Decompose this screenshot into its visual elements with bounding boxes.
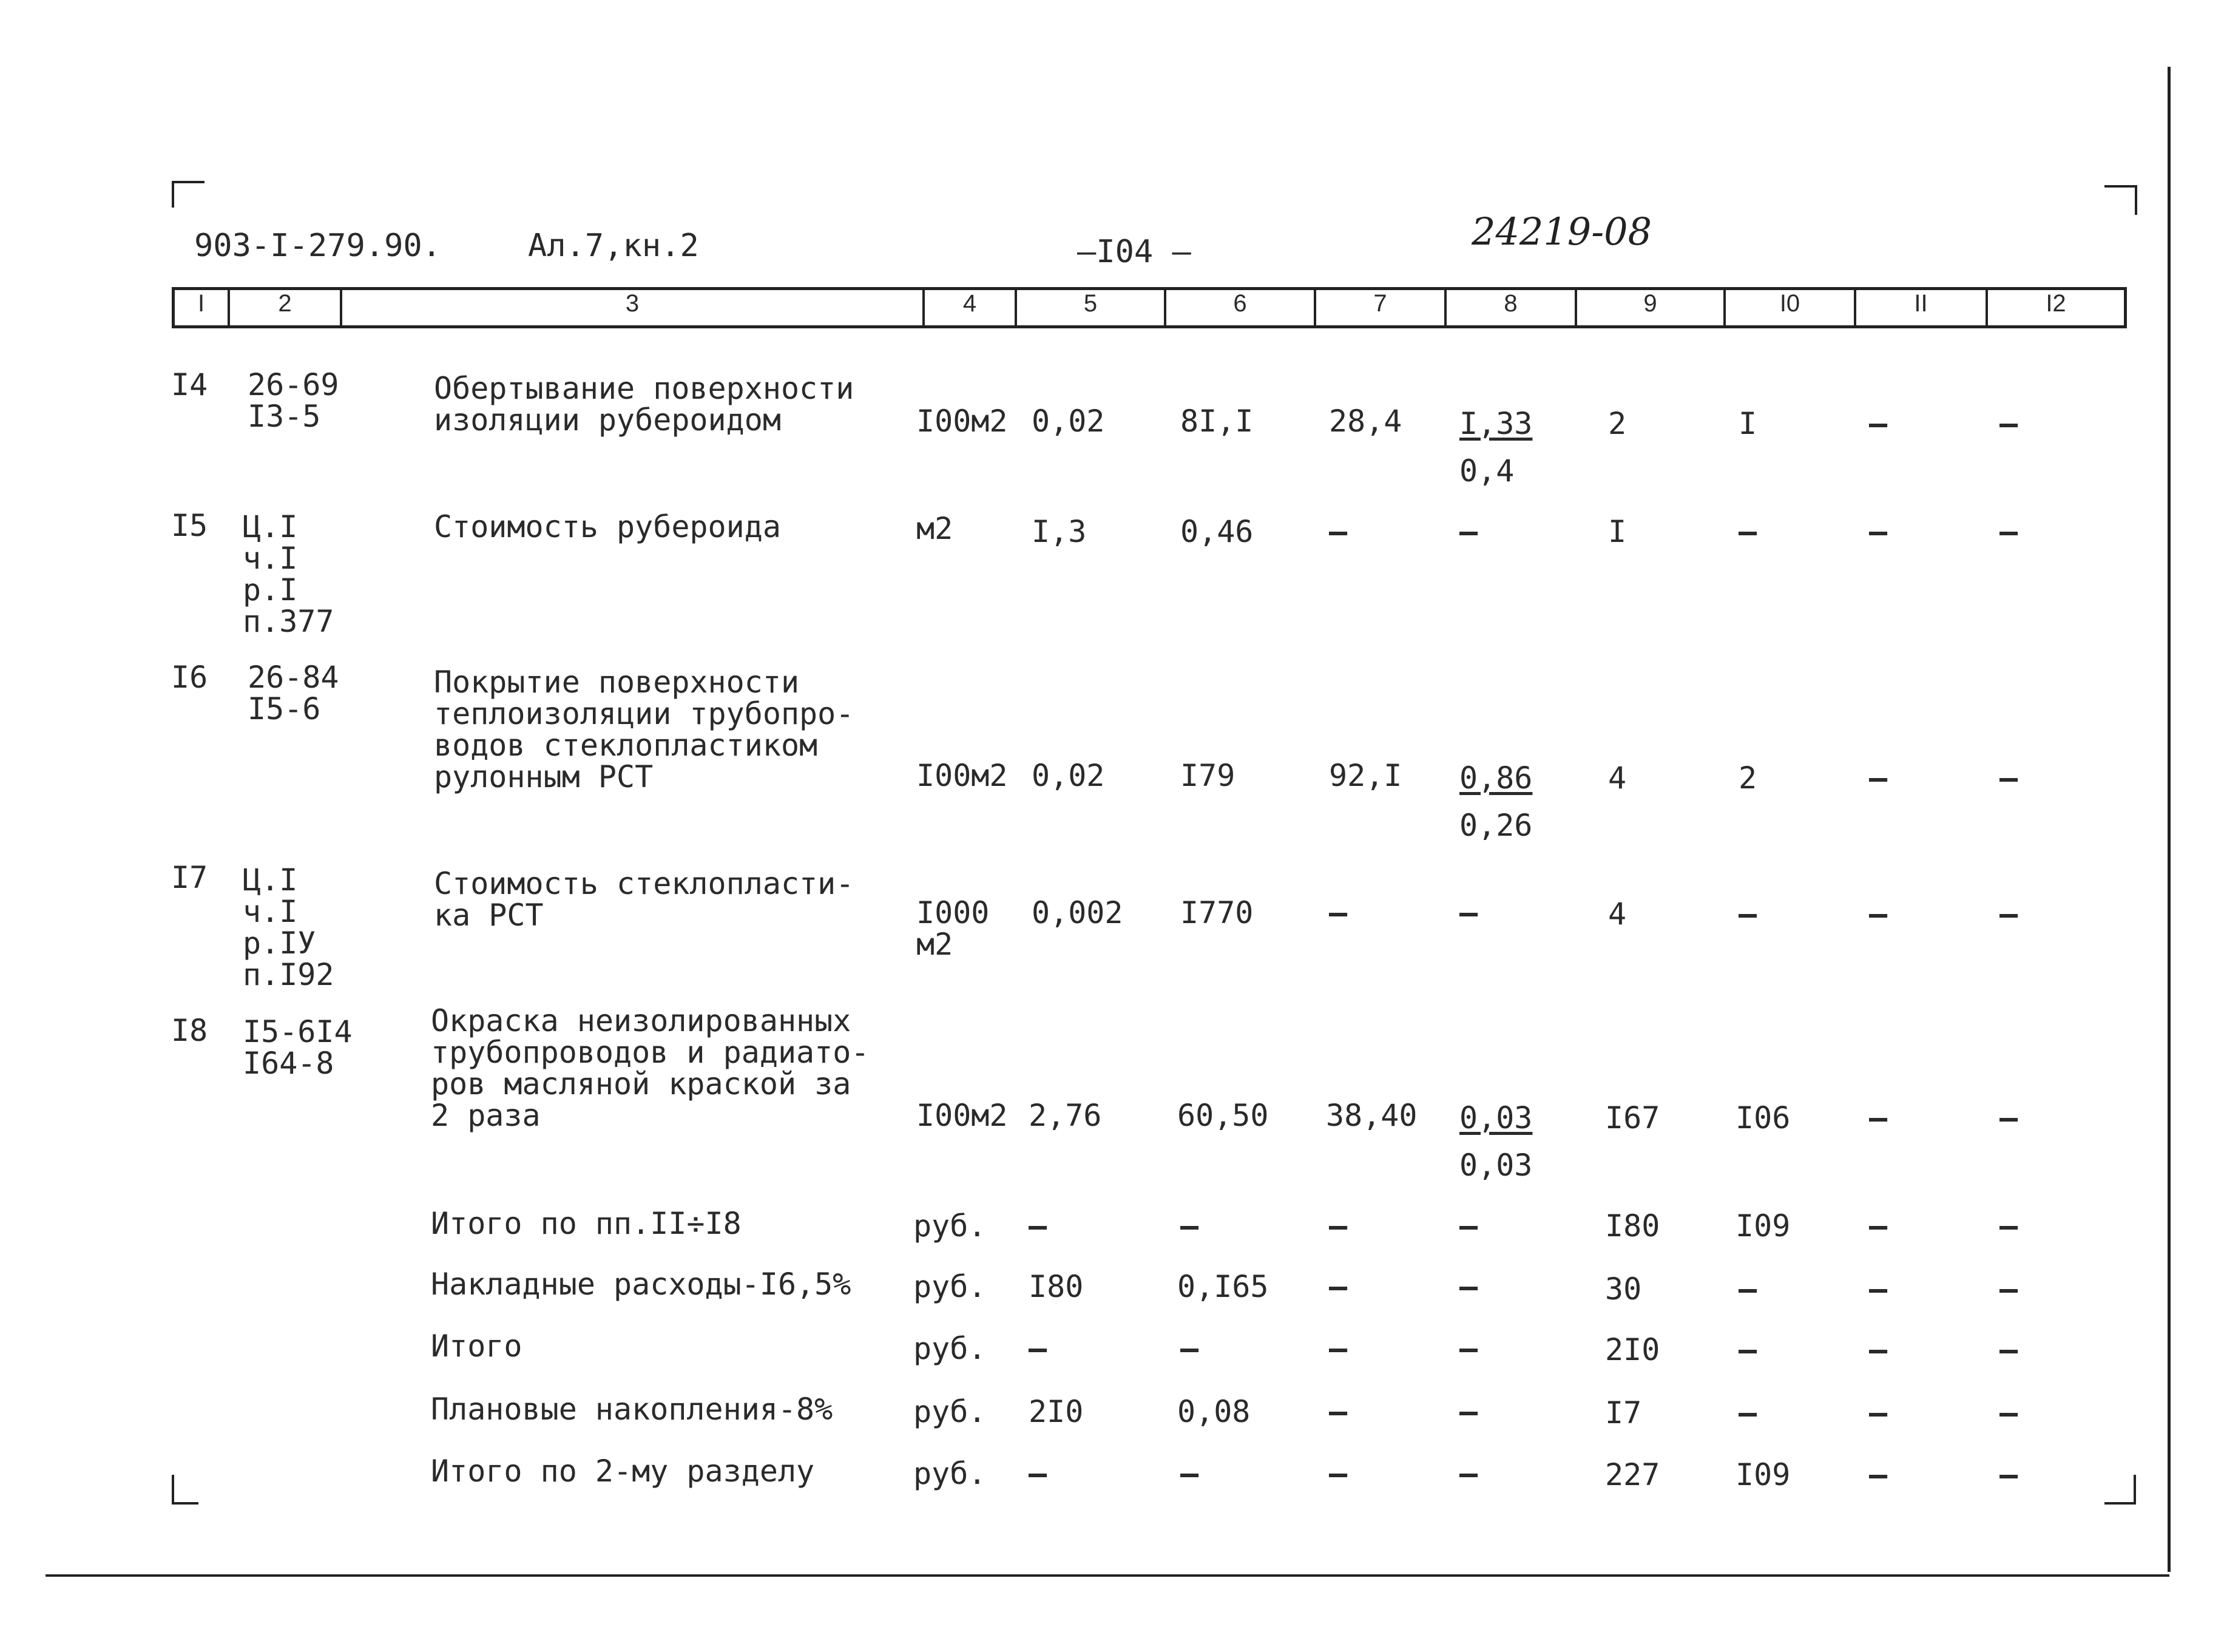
wage-total: I06: [1736, 1100, 1791, 1136]
column-number-3: 3: [625, 290, 640, 317]
wage-per-unit: –: [1329, 514, 1348, 549]
work-name: [434, 373, 854, 436]
wage-total: –: [1739, 896, 1757, 932]
wage-total: –: [1739, 514, 1757, 549]
norm-code-line: р.I: [243, 572, 298, 608]
unit: м2: [916, 511, 953, 546]
wage-per-unit: 38,40: [1326, 1098, 1418, 1133]
work-name-line: теплоизоляции трубопро-: [434, 696, 854, 731]
summary-price: –: [1180, 1456, 1199, 1491]
wage-per-unit: 28,4: [1329, 404, 1402, 439]
norm-code-line: 26-69: [248, 367, 339, 402]
norm-code-line: Ц.I: [243, 509, 298, 544]
summary-wage-total: –: [1739, 1271, 1757, 1307]
col-12-value: –: [1999, 1100, 2018, 1136]
summary-col-11: –: [1869, 1457, 1888, 1492]
unit: [916, 897, 989, 960]
corner-mark-bottom-right: [2104, 1475, 2136, 1505]
summary-mach: –: [1459, 1208, 1478, 1244]
summary-wage: –: [1329, 1331, 1348, 1366]
norm-code-line: I5-6: [248, 691, 321, 726]
summary-col-12: –: [1999, 1457, 2018, 1492]
summary-price: 0,08: [1177, 1394, 1251, 1429]
summary-qty: –: [1029, 1208, 1047, 1244]
total-cost: I67: [1605, 1100, 1660, 1136]
summary-total: 30: [1605, 1271, 1642, 1307]
summary-total: 2I0: [1605, 1332, 1660, 1367]
norm-code-line: I5-6I4: [243, 1014, 353, 1049]
norm-code-line: п.I92: [243, 957, 334, 992]
summary-price: –: [1180, 1208, 1199, 1244]
column-number-4: 4: [962, 290, 977, 317]
unit-price: I79: [1180, 758, 1235, 793]
work-name-line: ка РСТ: [434, 898, 544, 933]
work-name-line: Стоимость стеклопласти-: [434, 866, 854, 901]
norm-code: [243, 511, 334, 637]
work-name-line: водов стеклопластиком: [434, 728, 818, 763]
unit-line: м2: [916, 927, 953, 962]
work-name: [434, 511, 781, 543]
page-number-value: I04: [1096, 234, 1154, 270]
summary-wage-total: I09: [1736, 1457, 1791, 1492]
work-name-line: ров масляной краской за: [431, 1066, 851, 1102]
work-name: [434, 666, 854, 793]
summary-label: Накладные расходы-I6,5%: [431, 1267, 851, 1302]
col-12-value: –: [1999, 760, 2018, 796]
machine-cost-bottom: 0,26: [1459, 808, 1533, 843]
summary-total: I7: [1605, 1395, 1642, 1430]
corner-mark-top-left: [172, 181, 204, 208]
column-number-9: 9: [1643, 290, 1657, 317]
summary-label: Итого по пп.II÷I8: [431, 1206, 742, 1241]
summary-col-11: –: [1869, 1332, 1888, 1367]
norm-code-line: I3-5: [248, 399, 321, 434]
work-name-line: 2 раза: [431, 1098, 541, 1133]
norm-code: [248, 369, 339, 432]
summary-col-12: –: [1999, 1332, 2018, 1367]
work-name-line: Покрытие поверхности: [434, 665, 800, 700]
norm-code-line: ч.I: [243, 894, 298, 929]
summary-qty: –: [1029, 1331, 1047, 1366]
summary-wage: –: [1329, 1394, 1348, 1429]
norm-code: [248, 662, 339, 725]
column-number-8: 8: [1504, 290, 1518, 317]
unit-price: I770: [1180, 895, 1254, 930]
col-11-value: –: [1869, 514, 1888, 549]
work-name: [434, 868, 854, 931]
quantity: 2,76: [1029, 1098, 1102, 1133]
summary-col-11: –: [1869, 1208, 1888, 1244]
total-cost: 2: [1608, 406, 1627, 441]
unit: I00м2: [916, 1098, 1008, 1133]
norm-code-line: ч.I: [243, 541, 298, 576]
work-name-line: трубопроводов и радиато-: [431, 1035, 870, 1070]
wage-per-unit: –: [1329, 895, 1348, 930]
quantity: 0,02: [1032, 758, 1105, 793]
unit: I00м2: [916, 758, 1008, 793]
wage-per-unit: 92,I: [1329, 758, 1402, 793]
row-number: I8: [171, 1013, 208, 1048]
row-number: I4: [171, 367, 208, 402]
summary-col-11: –: [1869, 1271, 1888, 1307]
column-number-10: I0: [1779, 290, 1800, 317]
row-number: I5: [171, 508, 208, 543]
norm-code-line: 26-84: [248, 660, 339, 695]
summary-price: 0,I65: [1177, 1269, 1269, 1304]
wage-total: 2: [1739, 760, 1757, 796]
summary-wage: –: [1329, 1269, 1348, 1304]
machine-cost-top: 0,03: [1459, 1100, 1533, 1136]
wage-total: I: [1739, 406, 1757, 441]
right-page-border: [2168, 67, 2171, 1572]
summary-unit: руб.: [913, 1208, 987, 1244]
summary-unit: руб.: [913, 1331, 987, 1366]
col-11-value: –: [1869, 896, 1888, 932]
summary-label: Итого по 2-му разделу: [431, 1454, 815, 1489]
work-name-line: Окраска неизолированных: [431, 1003, 851, 1038]
corner-mark-bottom-left: [172, 1475, 198, 1505]
summary-col-12: –: [1999, 1395, 2018, 1430]
norm-code-line: I64-8: [243, 1046, 334, 1081]
column-number-1: I: [197, 290, 205, 317]
norm-code-line: р.IУ: [243, 926, 316, 961]
summary-mach: –: [1459, 1456, 1478, 1491]
total-cost: I: [1608, 514, 1627, 549]
work-name: [431, 1005, 869, 1131]
work-name-line: Обертывание поверхности: [434, 371, 854, 406]
summary-unit: руб.: [913, 1394, 987, 1429]
summary-wage-total: I09: [1736, 1208, 1791, 1244]
col-12-value: –: [1999, 514, 2018, 549]
column-number-7: 7: [1373, 290, 1387, 317]
col-12-value: –: [1999, 406, 2018, 441]
col-11-value: –: [1869, 1100, 1888, 1136]
col-12-value: –: [1999, 896, 2018, 932]
corner-mark-top-right: [2104, 185, 2137, 215]
summary-qty: 2I0: [1029, 1394, 1084, 1429]
summary-col-11: –: [1869, 1395, 1888, 1430]
quantity: 0,02: [1032, 404, 1105, 439]
work-name-line: рулонным РСТ: [434, 759, 654, 794]
unit-line: I000: [916, 895, 990, 930]
summary-qty: –: [1029, 1456, 1047, 1491]
column-number-2: 2: [278, 290, 292, 317]
norm-code-line: Ц.I: [243, 862, 298, 898]
summary-col-12: –: [1999, 1271, 2018, 1307]
machine-cost-top: I,33: [1459, 406, 1533, 441]
col-11-value: –: [1869, 760, 1888, 796]
norm-code: [243, 1016, 353, 1079]
summary-wage: –: [1329, 1456, 1348, 1491]
summary-unit: руб.: [913, 1456, 987, 1491]
summary-total: I80: [1605, 1208, 1660, 1244]
summary-total: 227: [1605, 1457, 1660, 1492]
summary-wage: –: [1329, 1208, 1348, 1244]
column-number-11: II: [1914, 290, 1928, 317]
unit-price: 8I,I: [1180, 404, 1254, 439]
summary-mach: –: [1459, 1394, 1478, 1429]
machine-cost-bottom: 0,4: [1459, 453, 1515, 489]
machine-cost-top: –: [1459, 514, 1478, 549]
summary-label: Плановые накопления-8%: [431, 1392, 833, 1427]
page-number: [1077, 234, 1191, 270]
row-number: I6: [171, 660, 208, 695]
norm-code-line: п.377: [243, 604, 334, 639]
doc-code: 903-I-279.90.: [194, 228, 441, 264]
summary-wage-total: –: [1739, 1332, 1757, 1367]
album-reference: Ал.7,кн.2: [528, 228, 699, 264]
machine-cost-top: 0,86: [1459, 760, 1533, 796]
column-number-12: I2: [2046, 290, 2066, 317]
summary-mach: –: [1459, 1331, 1478, 1366]
unit-price: 0,46: [1180, 514, 1254, 549]
column-number-5: 5: [1083, 290, 1098, 317]
column-number-6: 6: [1233, 290, 1247, 317]
machine-cost-top: –: [1459, 895, 1478, 930]
summary-wage-total: –: [1739, 1395, 1757, 1430]
machine-cost-bottom: 0,03: [1459, 1148, 1533, 1183]
col-11-value: –: [1869, 406, 1888, 441]
summary-qty: I80: [1029, 1269, 1084, 1304]
bottom-page-border: [46, 1574, 2169, 1577]
work-name-line: изоляции рубероидом: [434, 402, 781, 438]
quantity: I,3: [1032, 514, 1087, 549]
quantity: 0,002: [1032, 895, 1123, 930]
row-number: I7: [171, 860, 208, 895]
summary-unit: руб.: [913, 1269, 987, 1304]
page-number-dash-right: —: [1153, 234, 1191, 270]
work-name-line: Стоимость рубероида: [434, 509, 781, 544]
norm-code: [243, 864, 334, 990]
page-number-dash-left: —: [1077, 234, 1097, 270]
summary-col-12: –: [1999, 1208, 2018, 1244]
summary-label: Итого: [431, 1329, 522, 1364]
archive-number: 24219-08: [1472, 209, 1652, 254]
summary-mach: –: [1459, 1269, 1478, 1304]
unit: I00м2: [916, 404, 1008, 439]
unit-price: 60,50: [1177, 1098, 1269, 1133]
summary-price: –: [1180, 1331, 1199, 1366]
total-cost: 4: [1608, 760, 1627, 796]
total-cost: 4: [1608, 896, 1627, 932]
